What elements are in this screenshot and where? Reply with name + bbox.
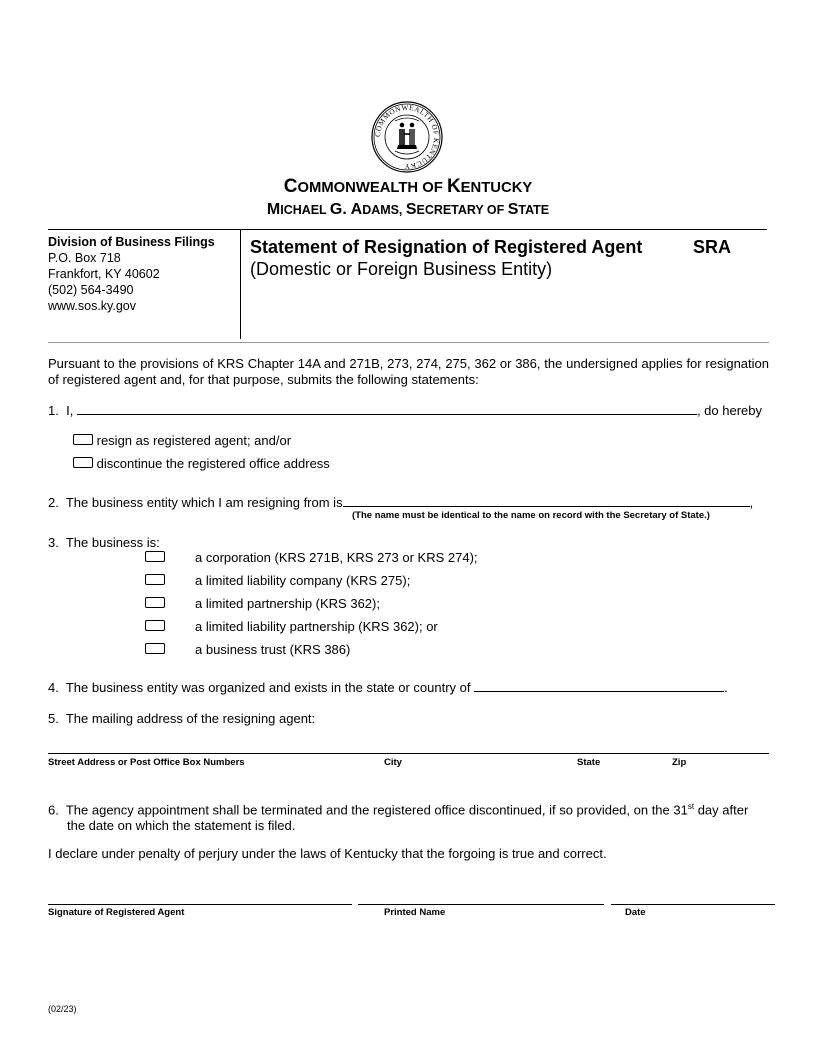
header-top-rule	[48, 229, 767, 230]
trust-checkbox[interactable]	[145, 643, 165, 654]
state-label: State	[577, 757, 601, 768]
city-label: City	[384, 757, 402, 768]
business-type-corporation: a corporation (KRS 271B, KRS 273 or KRS 274);	[145, 550, 165, 565]
corporation-checkbox[interactable]	[145, 551, 165, 562]
item-4: 4. The business entity was organized and exists in the state or country of .	[48, 680, 728, 695]
business-type-lp: a limited partnership (KRS 362);	[145, 596, 165, 611]
date-label: Date	[625, 907, 646, 918]
item-2: 2. The business entity which I am resigning from is ,	[48, 495, 754, 510]
state-country-field[interactable]	[474, 691, 724, 692]
revision-date: (02/23)	[48, 1004, 77, 1014]
po-box: P.O. Box 718	[48, 251, 121, 265]
item-5: 5. The mailing address of the resigning agent:	[48, 711, 316, 726]
intro-paragraph: Pursuant to the provisions of KRS Chapter 14A and 271B, 273, 274, 275, 362 or 386, the undersigned applies for resignation of registered agent and, for that purpose, submits the following statements:	[48, 356, 769, 387]
date-field[interactable]	[611, 904, 775, 905]
office-address	[48, 234, 215, 314]
item-1: 1. I, , do hereby	[48, 403, 762, 418]
printed-name-field[interactable]	[358, 904, 604, 905]
item-1-option-discontinue: discontinue the registered office address	[73, 456, 330, 471]
seal-icon	[371, 101, 443, 173]
lp-checkbox[interactable]	[145, 597, 165, 608]
form-code: SRA	[693, 237, 732, 257]
business-type-trust: a business trust (KRS 386)	[145, 642, 165, 657]
agent-name-field[interactable]	[77, 414, 697, 415]
zip-label: Zip	[672, 757, 687, 768]
form-title: Statement of Resignation of Registered Agent	[250, 237, 643, 257]
signature-field[interactable]	[48, 904, 352, 905]
business-entity-name-field[interactable]	[343, 506, 750, 507]
item-1-option-resign: resign as registered agent; and/or	[73, 433, 291, 448]
business-type-llp: a limited liability partnership (KRS 362); or	[145, 619, 165, 634]
business-type-llc: a limited liability company (KRS 275);	[145, 573, 165, 588]
signature-label: Signature of Registered Agent	[48, 907, 185, 918]
state-seal	[371, 101, 443, 173]
seal-text: COMMONWEALTH OF KENTUCKY	[373, 103, 441, 171]
llp-checkbox[interactable]	[145, 620, 165, 631]
secretary-title: MICHAEL G. ADAMS, SECRETARY OF STATE	[266, 201, 550, 218]
commonwealth-title: COMMONWEALTH OF KENTUCKY	[283, 176, 533, 197]
item-2-note: (The name must be identical to the name on record with the Secretary of State.)	[352, 510, 710, 521]
discontinue-checkbox[interactable]	[73, 457, 93, 468]
office-city: Frankfort, KY 40602	[48, 267, 160, 281]
llc-checkbox[interactable]	[145, 574, 165, 585]
header-divider	[240, 229, 241, 339]
printed-name-label: Printed Name	[384, 907, 446, 918]
item-3: 3. The business is:	[48, 535, 160, 550]
header-bottom-rule	[48, 342, 769, 343]
street-label: Street Address or Post Office Box Numbers	[48, 757, 245, 768]
item-6: 6. The agency appointment shall be terminated and the registered office discontinued, if so provided, on the 31st day after the date on which the statement is filed.	[48, 802, 749, 834]
division-name: Division of Business Filings	[48, 235, 215, 249]
mailing-address-field[interactable]	[48, 753, 769, 754]
form-subtitle: (Domestic or Foreign Business Entity)	[250, 259, 553, 279]
resign-checkbox[interactable]	[73, 434, 93, 445]
office-website: www.sos.ky.gov	[48, 299, 136, 313]
office-phone: (502) 564-3490	[48, 283, 134, 297]
perjury-declaration: I declare under penalty of perjury under the laws of Kentucky that the forgoing is true and correct.	[48, 846, 607, 861]
